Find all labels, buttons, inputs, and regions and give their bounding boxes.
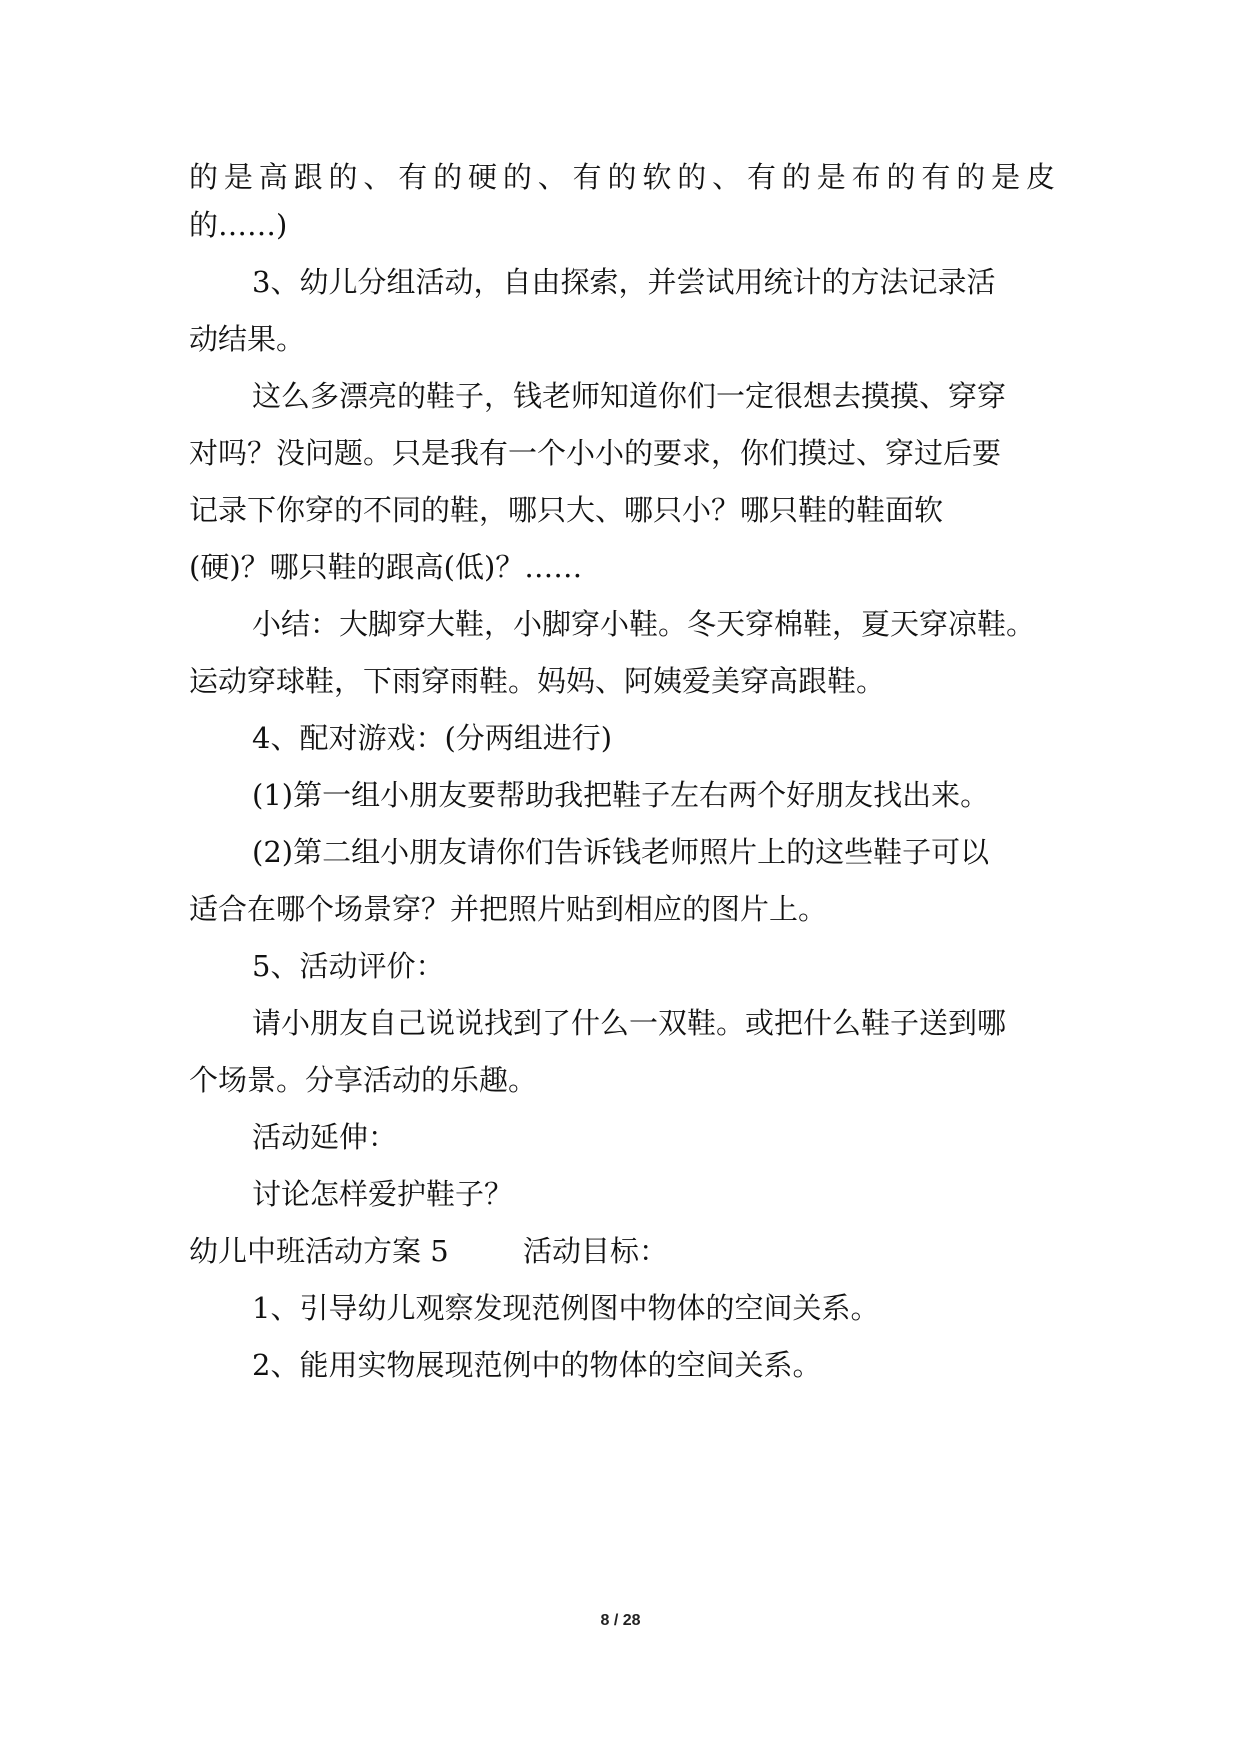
paragraph-line: 对吗？没问题。只是我有一个小小的要求，你们摸过、穿过后要 — [189, 436, 1002, 470]
paragraph-line: 个场景。分享活动的乐趣。 — [189, 1063, 538, 1097]
paragraph-line: 这么多漂亮的鞋子，钱老师知道你们一定很想去摸摸、穿穿 — [252, 379, 1007, 413]
summary-line: 小结：大脚穿大鞋，小脚穿小鞋。冬天穿棉鞋，夏天穿凉鞋。 — [252, 607, 1036, 641]
plan-title: 幼儿中班活动方案 5 — [189, 1234, 449, 1268]
plan-heading — [189, 1231, 1055, 1271]
paragraph-line: (硬)？哪只鞋的跟高(低)？…… — [189, 550, 583, 584]
paragraph-line: 记录下你穿的不同的鞋，哪只大、哪只小？哪只鞋的鞋面软 — [189, 493, 944, 527]
section-heading: 5、活动评价： — [252, 949, 445, 983]
paragraph-line: 的……) — [189, 208, 288, 242]
goal-item: 2、能用实物展现范例中的物体的空间关系。 — [252, 1348, 822, 1382]
section-heading: 4、配对游戏：(分两组进行) — [252, 721, 613, 755]
summary-line: 运动穿球鞋，下雨穿雨鞋。妈妈、阿姨爱美穿高跟鞋。 — [189, 664, 886, 698]
page-number: 8 / 28 — [600, 1612, 641, 1629]
list-item: 适合在哪个场景穿？并把照片贴到相应的图片上。 — [189, 892, 828, 926]
paragraph-line: 请小朋友自己说说找到了什么一双鞋。或把什么鞋子送到哪 — [252, 1006, 1007, 1040]
goal-item: 1、引导幼儿观察发现范例图中物体的空间关系。 — [252, 1291, 880, 1325]
plan-subtitle: 活动目标： — [523, 1234, 669, 1268]
paragraph-line: 动结果。 — [189, 322, 306, 356]
list-item: (1)第一组小朋友要帮助我把鞋子左右两个好朋友找出来。 — [252, 778, 990, 812]
list-item: (2)第二组小朋友请你们告诉钱老师照片上的这些鞋子可以 — [252, 835, 990, 869]
paragraph-line: 讨论怎样爱护鞋子？ — [252, 1177, 514, 1211]
paragraph-line: 3、幼儿分组活动，自由探索，并尝试用统计的方法记录活 — [252, 265, 996, 299]
paragraph-line: 的是高跟的、有的硬的、有的软的、有的是布的有的是皮 — [189, 160, 1055, 194]
section-heading: 活动延伸： — [252, 1120, 398, 1154]
